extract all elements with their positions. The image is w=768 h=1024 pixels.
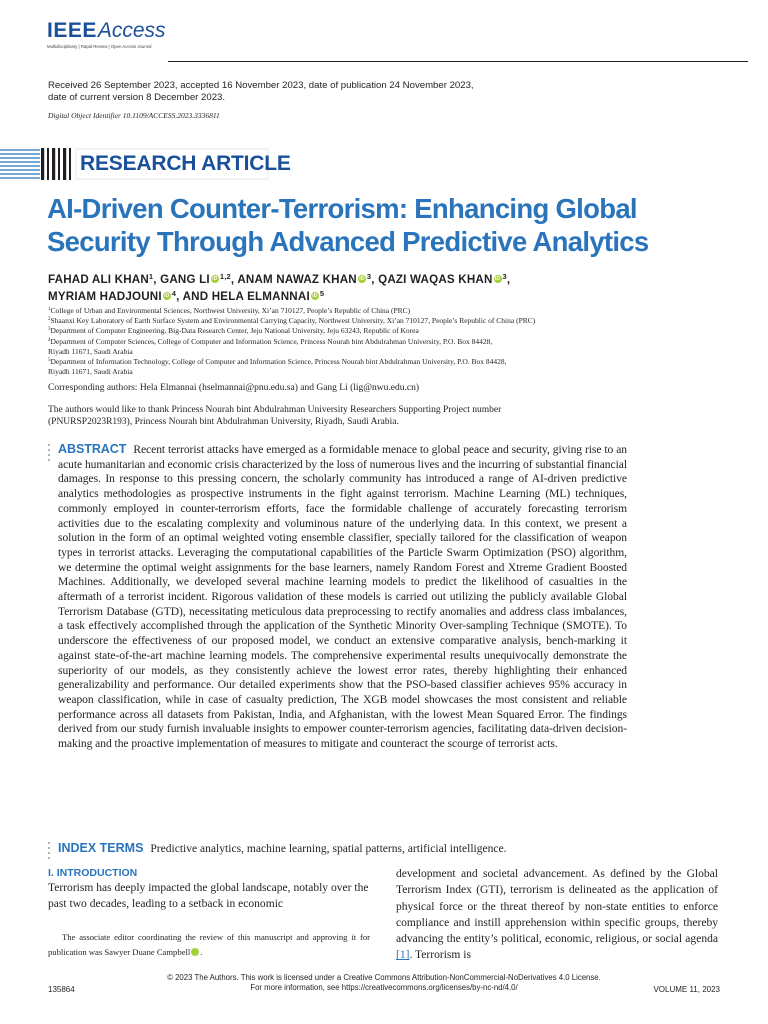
license-line-1: © 2023 The Authors. This work is licensed under a Creative Commons Attribution-NonCommercial-NoDerivatives 4.0 License. bbox=[167, 973, 601, 982]
affiliation-text: College of Urban and Environmental Sciences, Northwest University, Xi’an 710127, People’s Republic of China (PRC) bbox=[50, 306, 411, 315]
affiliation-item bbox=[48, 357, 728, 367]
author-affiliation-ref: 1 bbox=[148, 272, 154, 281]
affiliation-number: 3 bbox=[48, 327, 51, 333]
orcid-icon[interactable]: iD bbox=[164, 292, 170, 299]
author-separator: , bbox=[153, 273, 161, 286]
author-name: QAZI WAQAS KHAN bbox=[378, 273, 493, 286]
logo-access-text: Access bbox=[97, 19, 166, 42]
title-line-1: AI-Driven Counter-Terrorism: Enhancing Global bbox=[47, 193, 637, 224]
journal-tagline: Multidisciplinary | Rapid Review | Open Access Journal bbox=[47, 44, 152, 49]
author-name: FAHAD ALI KHAN bbox=[48, 273, 149, 286]
author-separator: , bbox=[230, 273, 238, 286]
affiliation-text: Department of Computer Sciences, College of Computer and Information Science, Princess Nourah bint Abdulrahman University, P.O. Box 84428, bbox=[50, 336, 493, 346]
author-separator: , bbox=[371, 273, 379, 286]
orcid-icon[interactable]: iD bbox=[191, 948, 199, 956]
affiliation-number: 4 bbox=[48, 337, 51, 343]
affiliation-continuation: Riyadh 11671, Saudi Arabia bbox=[48, 367, 133, 377]
abstract-marker-dots bbox=[48, 444, 51, 464]
paper-title bbox=[47, 192, 737, 258]
journal-logo bbox=[47, 20, 166, 49]
affiliation-text: Shaanxi Key Laboratory of Earth Surface System and Environmental Carrying Capacity, Northwest University, Xi’an 710127, People’s Republic of China (PRC) bbox=[50, 316, 536, 326]
editor-footnote: The associate editor coordinating the review of this manuscript and approving it for publication was Sawyer Duane Campbell iD. bbox=[48, 932, 370, 957]
author-affiliation-ref: 4 bbox=[171, 288, 177, 298]
orcid-icon[interactable]: iD bbox=[494, 276, 501, 282]
acknowledgment-line-1: The authors would like to thank Princess Nourah bint Abdulrahman University Researchers Supporting Project number bbox=[48, 405, 502, 415]
affiliation-list bbox=[48, 306, 728, 377]
orcid-icon[interactable]: iD bbox=[212, 276, 218, 282]
right-column-text bbox=[396, 866, 718, 964]
citation-link[interactable]: [1] bbox=[396, 949, 410, 962]
author-affiliation-ref: 3 bbox=[366, 272, 372, 281]
affiliation-text: Department of Computer Engineering, Big-Data Research Center, Jeju National University, Jeju 63243, Republic of Korea bbox=[50, 326, 419, 336]
corresponding-authors: Corresponding authors: Hela Elmannai (hselmannai@pnu.edu.sa) and Gang Li (lig@nwu.edu.cn) bbox=[48, 383, 420, 393]
affiliation-item bbox=[48, 326, 728, 336]
dates-line-1: Received 26 September 2023, accepted 16 November 2023, date of publication 24 November 2023, bbox=[48, 80, 474, 91]
affiliation-item bbox=[48, 337, 728, 347]
author-separator: , bbox=[506, 273, 511, 286]
author-affiliation-ref: 3 bbox=[502, 272, 507, 281]
right-column-body: development and societal advancement. As defined by the Global Terrorism Index (GTI), terrorism is delineated as the application of physical force or the threat thereof by non-state entities to enforce compliance and instill apprehension within specific groups, thereby advancing the entity’s political, economic, religious, or social agenda bbox=[396, 868, 718, 946]
right-column-tail: . Terrorism is bbox=[409, 949, 471, 962]
header-rule bbox=[168, 61, 748, 62]
abstract bbox=[58, 442, 627, 752]
abstract-heading: ABSTRACT bbox=[58, 442, 127, 456]
author-separator: , bbox=[176, 289, 183, 303]
acknowledgment-line-2: (PNURSP2023R193), Princess Nourah bint Abdulrahman University, Riyadh, Saudi Arabia. bbox=[48, 417, 399, 427]
volume-label: VOLUME 11, 2023 bbox=[653, 985, 720, 994]
affiliation-number: 2 bbox=[48, 317, 51, 323]
section-heading: I. INTRODUCTION bbox=[48, 867, 138, 879]
affiliation-item bbox=[48, 306, 728, 316]
affiliation-number: 5 bbox=[48, 358, 51, 364]
author-list bbox=[48, 272, 708, 305]
author-name: MYRIAM HADJOUNI bbox=[48, 289, 162, 303]
author-affiliation-ref: 5 bbox=[319, 288, 325, 298]
index-terms bbox=[58, 841, 627, 857]
author-name: GANG LI bbox=[160, 273, 210, 286]
orcid-icon[interactable]: iD bbox=[359, 276, 365, 282]
page-number: 135864 bbox=[48, 985, 75, 994]
affiliation-item bbox=[48, 316, 728, 326]
affiliation-number: 1 bbox=[48, 307, 51, 312]
dates-line-2: date of current version 8 December 2023. bbox=[48, 92, 226, 103]
author-affiliation-ref: 1,2 bbox=[219, 272, 231, 281]
author-name: ANAM NAWAZ KHAN bbox=[237, 273, 357, 286]
license-line-2[interactable]: For more information, see https://creativecommons.org/licenses/by-nc-nd/4.0/ bbox=[250, 983, 518, 992]
article-type-label: RESEARCH ARTICLE bbox=[80, 152, 291, 175]
logo-ieee-text: IEEE bbox=[47, 19, 97, 42]
index-terms-marker-dots bbox=[48, 842, 51, 862]
author-name: AND HELA ELMANNAI bbox=[182, 289, 310, 303]
index-terms-text: Predictive analytics, machine learning, spatial patterns, artificial intelligence. bbox=[150, 843, 507, 855]
title-line-2: Security Through Advanced Predictive Analytics bbox=[47, 226, 649, 257]
footnote-text: The associate editor coordinating the review of this manuscript and approving it for publication was Sawyer Duane Campbell bbox=[48, 932, 370, 957]
affiliation-text: Department of Information Technology, College of Computer and Information Science, Princess Nourah bint Abdulrahman University, P.O. Box 84428, bbox=[50, 357, 507, 367]
left-column-text: Terrorism has deeply impacted the global landscape, notably over the past two decades, leading to a setback in economic bbox=[48, 882, 369, 910]
abstract-text: Recent terrorist attacks have emerged as a formidable menace to global peace and security, giving rise to an acute humanitarian and economic crisis characterized by the loss of numerous lives and the incurring of substantial financial damages. In response to this pressing concern, the scholarly community has introduced a range of AI-driven predictive analytics methodologies as prospective instruments in the fight against terrorism. Machine Learning (ML) techniques, commonly employed in counter-terrorism efforts, face the formidable challenge of accurately forecasting terrorism activities due to the escalating complexity and voluminous nature of the underlying data. In this context, we present a solution in the form of an optimal weighted voting ensemble classifier, specially tailored for the classification of weapon types in terrorist attacks. Leveraging the computational capabilities of the Particle Swarm Optimization (PSO) algorithm, we determine the optimal weight assignments for the base learners, namely Random Forest and Xtreme Gradient Boosted Machines. Additionally, we developed several machine learning models to predict the likelihood of casualties in the aftermath of a terrorist incident. Rigorous validation of these models is carried out utilizing the publicly available Global Terrorism Database (GTD), necessitating meticulous data preprocessing to rectify anomalies and address class imbalances, a task effectively accomplished through the application of the Synthetic Minority Over-sampling Technique (SMOTE). To underscore the effectiveness of our proposed model, we conduct an extensive comparative analysis, bench-marking it against state-of-the-art machine learning models. The comprehensive experimental results unequivocally demonstrate the superiority of our models, as they consistently achieve the lowest error rates, thereby highlighting their enhanced generalizability and performance. Our detailed experiments show that the PSO-based classifier achieves 95% accuracy in weapon classification, while in case of casualty prediction, The XGB model showcases the most consistent and reliable performance across all datasets from Pakistan, India, and Afghanistan, with the lowest Mean Squared Error. The findings derived from our study furnish invaluable insights to empower counter-terrorism agencies, facilitating data-driven decision-making and the proactive implementation of measures to mitigate and counteract the scourge of terrorist acts. bbox=[58, 444, 627, 751]
publication-dates bbox=[48, 80, 608, 104]
acknowledgment bbox=[48, 404, 568, 428]
index-terms-heading: INDEX TERMS bbox=[58, 841, 144, 855]
affiliation-continuation: Riyadh 11671, Saudi Arabia bbox=[48, 346, 133, 356]
doi: Digital Object Identifier 10.1109/ACCESS.2023.3336811 bbox=[48, 111, 220, 120]
orcid-icon[interactable]: iD bbox=[312, 292, 318, 299]
